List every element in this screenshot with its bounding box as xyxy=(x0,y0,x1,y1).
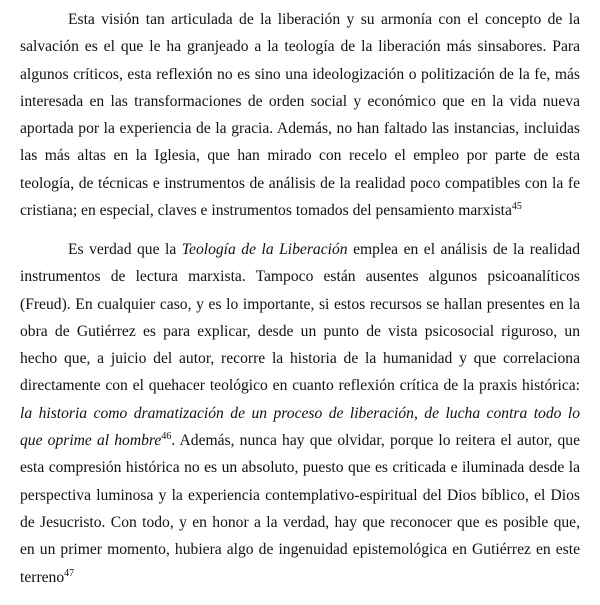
text-fragment: cristiana; en especial, claves e instrumentos tomados del pensamiento marxista xyxy=(20,202,512,220)
text-line: teología, de técnicas e instrumentos de análisis de la realidad poco compatibles con la fe xyxy=(20,174,580,192)
text-line: en un primer momento, hubiera algo de ingenuidad epistemológica en Gutiérrez en este xyxy=(20,541,580,559)
footnote-ref-45: 45 xyxy=(511,201,522,213)
text-line xyxy=(20,564,580,591)
text-line: (Freud). En cualquier caso, y es lo importante, si estos recursos se hallan presentes en la xyxy=(20,295,580,313)
text-fragment: terreno xyxy=(20,568,65,586)
text-line: esta compresión histórica no es un absoluto, puesto que es criticada e iluminada desde la xyxy=(20,459,580,477)
text-fragment: . Además, nunca hay que olvidar, porque lo reitera el autor, que xyxy=(171,432,580,450)
text-line: instrumentos de lectura marxista. Tampoco están ausentes algunos psicoanalíticos xyxy=(20,268,580,286)
text-line xyxy=(20,427,580,454)
text-line: salvación es el que le ha granjeado a la teología de la liberación más sinsabores. Para xyxy=(20,38,580,56)
text-fragment: emplea en el análisis de la realidad xyxy=(347,241,581,258)
text-line: obra de Gutiérrez es para explicar, desde un punto de vista psicosocial riguroso, un xyxy=(20,322,580,340)
text-line: directamente con el quehacer teológico en cuanto reflexión crítica de la praxis histórica: xyxy=(20,377,580,395)
paragraph-1 xyxy=(20,6,580,224)
italic-quote: la historia como dramatización de un proceso de liberación, de lucha contra todo lo xyxy=(20,404,580,422)
text-line: aportada por la experiencia de la gracia. Además, no han faltado las instancias, incluidas xyxy=(20,120,580,138)
text-line: perspectiva luminosa y la experiencia contemplativo-espiritual del Dios bíblico, el Dios xyxy=(20,486,580,504)
italic-title: Teología de la Liberación xyxy=(181,241,348,258)
text-line: las más altas en la Iglesia, que han mirado con recelo el empleo por parte de esta xyxy=(20,147,580,165)
text-line: Esta visión tan articulada de la liberación y su armonía con el concepto de la xyxy=(68,11,580,28)
paragraph-2 xyxy=(20,236,580,591)
text-line: hecho que, a juicio del autor, recorre la historia de la humanidad y que correlaciona xyxy=(20,350,580,368)
italic-quote: que oprime al hombre xyxy=(20,432,162,450)
text-line xyxy=(20,197,580,224)
text-line xyxy=(20,400,580,427)
text-line xyxy=(20,236,580,263)
text-line: algunos críticos, esta reflexión no es sino una ideologización o politización de la fe, más xyxy=(20,65,580,83)
footnote-ref-47: 47 xyxy=(64,567,75,579)
text-line: interesada en las transformaciones de orden social y económico que en la vida nueva xyxy=(20,92,580,110)
text-line: de Jesucristo. Con todo, y en honor a la verdad, hay que reconocer que es posible que, xyxy=(20,513,580,531)
text-fragment: Es verdad que la xyxy=(68,241,182,258)
footnote-ref-46: 46 xyxy=(161,431,172,443)
